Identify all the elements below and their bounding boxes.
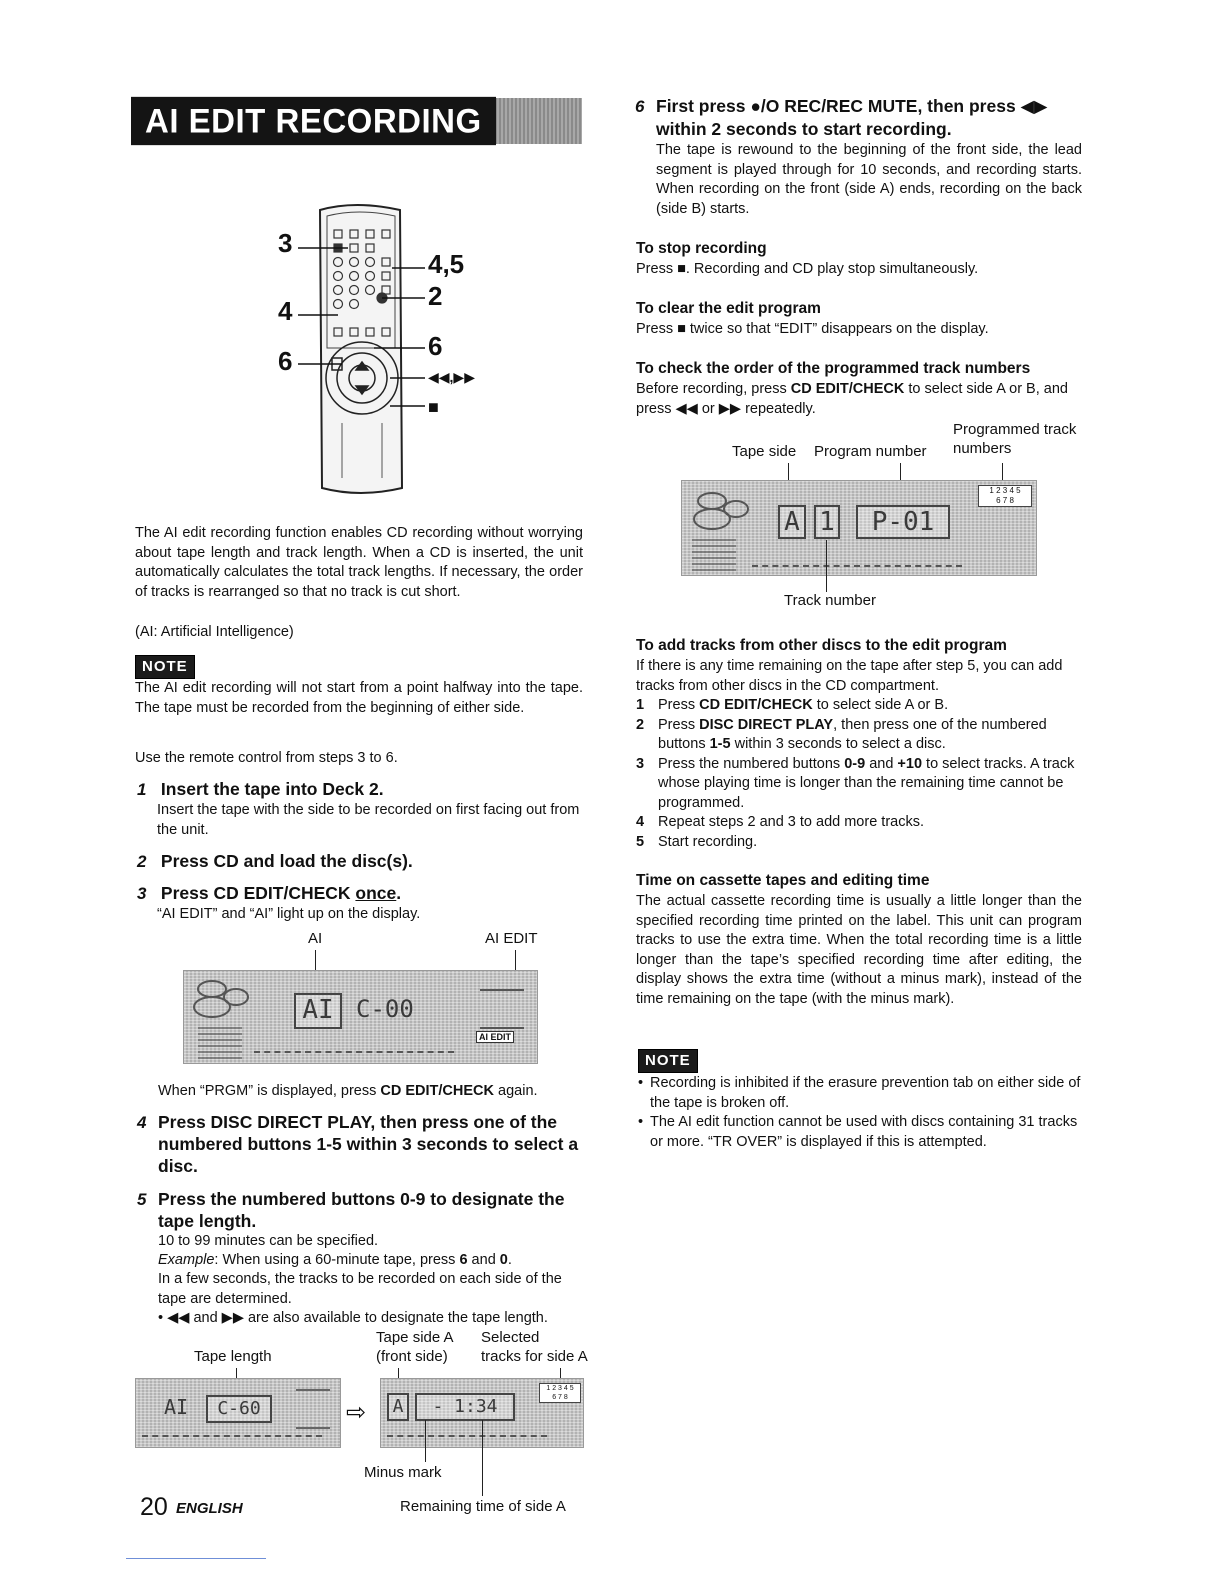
step-5-example-label: Example	[158, 1252, 215, 1268]
add-step-3-a: Press the numbered buttons	[658, 755, 845, 772]
check-text-a: Before recording, press	[636, 381, 791, 397]
step-5-example	[158, 1251, 512, 1271]
step-1-title: Insert the tape into Deck 2.	[160, 779, 384, 799]
note-badge-2: NOTE	[638, 1049, 698, 1073]
tape-level-icon	[480, 989, 524, 1029]
segment-program-number: P-01	[856, 505, 950, 539]
segment-ai: AI	[294, 993, 342, 1029]
step-5-line-1: 10 to 99 minutes can be specified.	[158, 1233, 379, 1249]
callout-skip: ◀◀,▶▶	[428, 369, 475, 385]
time-text: The actual cassette recording time is usually a little longer than the specified recording time printed on the label. This unit can program tracks to use the extra time. When the total recording time is a little longer than the tape’s specified recording time after editing, the display shows the extra time (without a minus mark), instead of the time remaining on the tape (with the minus mark).	[636, 893, 1082, 1007]
step-5-example-a: : When using a 60-minute tape, press	[214, 1252, 460, 1268]
step-3-title-a: Press CD EDIT/CHECK	[160, 883, 356, 903]
step-2-number: 2	[137, 852, 147, 871]
track-grid-2	[978, 485, 1032, 507]
segment-track-number: 1	[814, 505, 840, 539]
label-selected-2: tracks for side A	[481, 1348, 588, 1365]
add-step-5-number: 5	[636, 833, 645, 850]
add-step-5-a: Start recording.	[658, 833, 758, 850]
step-3-after-a: When “PRGM” is displayed, press	[158, 1083, 381, 1099]
callout-line-minus	[425, 1420, 426, 1462]
step-1-body: Insert the tape with the side to be recorded on first facing out from the unit.	[157, 802, 580, 838]
add-step-2	[636, 716, 1082, 755]
step-2	[137, 850, 413, 872]
step-3-body: “AI EDIT” and “AI” light up on the display.	[157, 906, 421, 922]
step-5-example-c: and	[467, 1252, 500, 1268]
callout-line-remaining	[482, 1420, 483, 1496]
add-step-2-d: 1-5	[709, 736, 731, 752]
callout-3: 3	[278, 228, 293, 258]
add-step-2-b: DISC DIRECT PLAY	[699, 716, 834, 733]
display-tape-length	[135, 1378, 341, 1448]
track-grid-2-row-2: 6 7 8	[996, 496, 1014, 505]
step-1	[137, 778, 587, 800]
label-track-number: Track number	[784, 592, 876, 609]
step-3-after-b: CD EDIT/CHECK	[380, 1083, 494, 1099]
label-selected-1: Selected	[481, 1329, 540, 1346]
check-heading: To check the order of the programmed track numbers	[636, 360, 1031, 377]
check-text-c: to select side A or B, and press ◀◀ or ▶▶ repeatedly.	[636, 381, 1068, 417]
add-step-5	[636, 833, 1082, 853]
step-5-example-e: .	[507, 1252, 512, 1268]
segment-remaining-time: - 1:34	[415, 1393, 515, 1421]
add-step-3-number: 3	[636, 755, 645, 772]
label-programmed-1: Programmed track	[953, 421, 1077, 438]
step-5-number: 5	[137, 1190, 147, 1209]
step-4-number: 4	[137, 1113, 147, 1132]
add-step-1-b: CD EDIT/CHECK	[699, 697, 813, 713]
step-3-title-c: .	[396, 883, 402, 903]
segment-c-00: C-00	[356, 995, 414, 1023]
label-programmed-2: numbers	[953, 440, 1012, 457]
intro-text: The AI edit recording function enables CD recording without worrying about tape length and track length. When a CD is inserted, the unit automatically calculates the total track lengths. If necessary, the order of tracks is rearranged so that no track is cut short.	[135, 525, 583, 600]
callout-line-track-number	[826, 540, 827, 592]
step-5-example-b: 6	[459, 1252, 468, 1268]
step-4-title: Press DISC DIRECT PLAY, then press one of the numbered buttons 1-5 within 3 seconds to select a disc.	[158, 1112, 579, 1176]
add-heading: To add tracks from other discs to the edit program	[636, 637, 1007, 654]
label-tape-length: Tape length	[194, 1348, 272, 1365]
note-2-list	[638, 1074, 1082, 1152]
add-step-4	[636, 813, 1082, 833]
add-step-2-c: , then press one of the numbered buttons	[658, 716, 1047, 752]
step-6-body: The tape is rewound to the beginning of the front side, the lead segment is played through for 10 seconds, and recording starts. When recording on the front (side A) ends, recording on the back (side B) starts.	[656, 142, 1082, 217]
level-meter-right	[387, 1435, 547, 1437]
step-3-number: 3	[137, 884, 147, 903]
remote-control-illustration	[270, 198, 500, 498]
step-6-title-a: First press ●/O REC/REC MUTE, then press ◀▶	[656, 96, 1048, 116]
add-step-2-a: Press	[658, 716, 700, 733]
add-step-2-number: 2	[636, 716, 645, 733]
step-5-bullet: • ◀◀ and ▶▶ are also available to designate the tape length.	[158, 1310, 548, 1326]
display-check-order	[681, 480, 1037, 576]
add-step-4-a: Repeat steps 2 and 3 to add more tracks.	[658, 814, 924, 830]
step-3-after-c: again.	[494, 1083, 538, 1099]
label-minus-mark: Minus mark	[364, 1464, 442, 1481]
callout-4: 4	[278, 296, 293, 326]
callout-4-5: 4,5	[428, 249, 465, 279]
step-5-title: Press the numbered buttons 0-9 to designate the tape length.	[158, 1189, 565, 1231]
time-heading: Time on cassette tapes and editing time	[636, 872, 930, 889]
level-meter-2	[752, 565, 962, 567]
note-2-item-1: • Recording is inhibited if the erasure prevention tab on either side of the tape is broken off.	[638, 1074, 1082, 1113]
step-5-bullet-text: ◀◀ and ▶▶ are also available to designate the tape length.	[167, 1310, 548, 1326]
track-grid-2-row-1: 1 2 3 4 5	[989, 486, 1021, 495]
add-steps-list	[636, 696, 1082, 852]
page-title: AI EDIT RECORDING	[131, 97, 496, 145]
add-step-1-number: 1	[636, 697, 645, 713]
label-ai-edit: AI EDIT	[485, 930, 538, 947]
step-6-number: 6	[635, 97, 645, 116]
segment-tape-side: A	[778, 505, 806, 539]
eq-mode-icon-2	[692, 539, 736, 571]
label-tape-side-a-1: Tape side A	[376, 1329, 454, 1346]
step-3	[137, 882, 401, 904]
intro-ai-definition: (AI: Artificial Intelligence)	[135, 624, 294, 640]
step-5-example-d: 0	[499, 1252, 508, 1268]
segment-ai-small: AI	[164, 1395, 189, 1419]
label-program-number: Program number	[814, 443, 927, 460]
label-tape-side-a-2: (front side)	[376, 1348, 448, 1365]
step-3-after	[158, 1082, 538, 1102]
add-step-3-e: to select tracks. A track whose playing time is longer than the remaining time cannot be programmed.	[658, 755, 1075, 811]
track-grid	[539, 1383, 581, 1403]
clear-text: Press ■ twice so that “EDIT” disappears on the display.	[636, 321, 989, 337]
remote-control-icon	[270, 198, 500, 498]
step-2-title: Press CD and load the disc(s).	[160, 851, 413, 871]
level-meter-small	[142, 1435, 322, 1437]
level-meter	[254, 1051, 454, 1053]
display-step-3	[183, 970, 538, 1064]
add-step-3-c: and	[865, 755, 898, 772]
use-remote-text: Use the remote control from steps 3 to 6.	[135, 750, 398, 766]
cassette-reels-icon-2	[692, 487, 752, 537]
callout-6-left: 6	[278, 346, 293, 376]
add-step-1-c: to select side A or B.	[812, 697, 949, 713]
page-language: ENGLISH	[176, 1500, 243, 1517]
add-step-4-number: 4	[636, 814, 645, 830]
add-step-1-a: Press	[658, 697, 700, 713]
step-1-number: 1	[137, 780, 147, 799]
add-step-2-e: within 3 seconds to select a disc.	[730, 736, 946, 752]
track-grid-row-2: 6 7 8	[552, 1394, 568, 1401]
check-text-b: CD EDIT/CHECK	[790, 381, 905, 397]
add-step-3-b: 0-9	[844, 755, 866, 772]
footer-rule	[126, 1558, 266, 1559]
add-intro: If there is any time remaining on the tape after step 5, you can add tracks from other discs in the CD compartment.	[636, 658, 1063, 694]
page-number: 20	[140, 1493, 168, 1521]
step-5-line-3: In a few seconds, the tracks to be recorded on each side of the tape are determined.	[158, 1271, 562, 1307]
segment-side-a: A	[387, 1393, 409, 1421]
callout-6-right: 6	[428, 331, 443, 361]
label-remaining-time: Remaining time of side A	[400, 1498, 566, 1515]
check-text	[636, 380, 1082, 419]
arrow-icon: ⇨	[346, 1399, 367, 1426]
label-ai: AI	[308, 930, 323, 947]
tape-level-icon-small	[296, 1389, 330, 1429]
add-step-3-d: +10	[897, 755, 923, 772]
step-3-title-once: once	[355, 883, 397, 903]
stop-text: Press ■. Recording and CD play stop simultaneously.	[636, 261, 979, 277]
callout-stop: ■	[428, 397, 439, 417]
note-1-text: The AI edit recording will not start from a point halfway into the tape. The tape must be recorded from the beginning of either side.	[135, 680, 583, 716]
stop-heading: To stop recording	[636, 240, 767, 257]
note-2-item-2: • The AI edit function cannot be used with discs containing 31 tracks or more. “TR OVER” is displayed if this is attempted.	[638, 1113, 1082, 1152]
clear-heading: To clear the edit program	[636, 300, 821, 317]
add-step-3	[636, 755, 1082, 814]
ai-edit-tag: AI EDIT	[476, 1031, 514, 1043]
note-badge-1: NOTE	[135, 655, 195, 679]
track-grid-row-1: 1 2 3 4 5	[546, 1385, 574, 1392]
step-6-title-b: within 2 seconds to start recording.	[656, 119, 952, 139]
callout-2: 2	[428, 281, 443, 311]
eq-mode-icon	[198, 1027, 242, 1059]
cassette-reels-icon	[192, 975, 252, 1025]
add-step-1	[636, 696, 1082, 716]
label-tape-side: Tape side	[732, 443, 797, 460]
segment-c-60: C-60	[206, 1395, 272, 1423]
